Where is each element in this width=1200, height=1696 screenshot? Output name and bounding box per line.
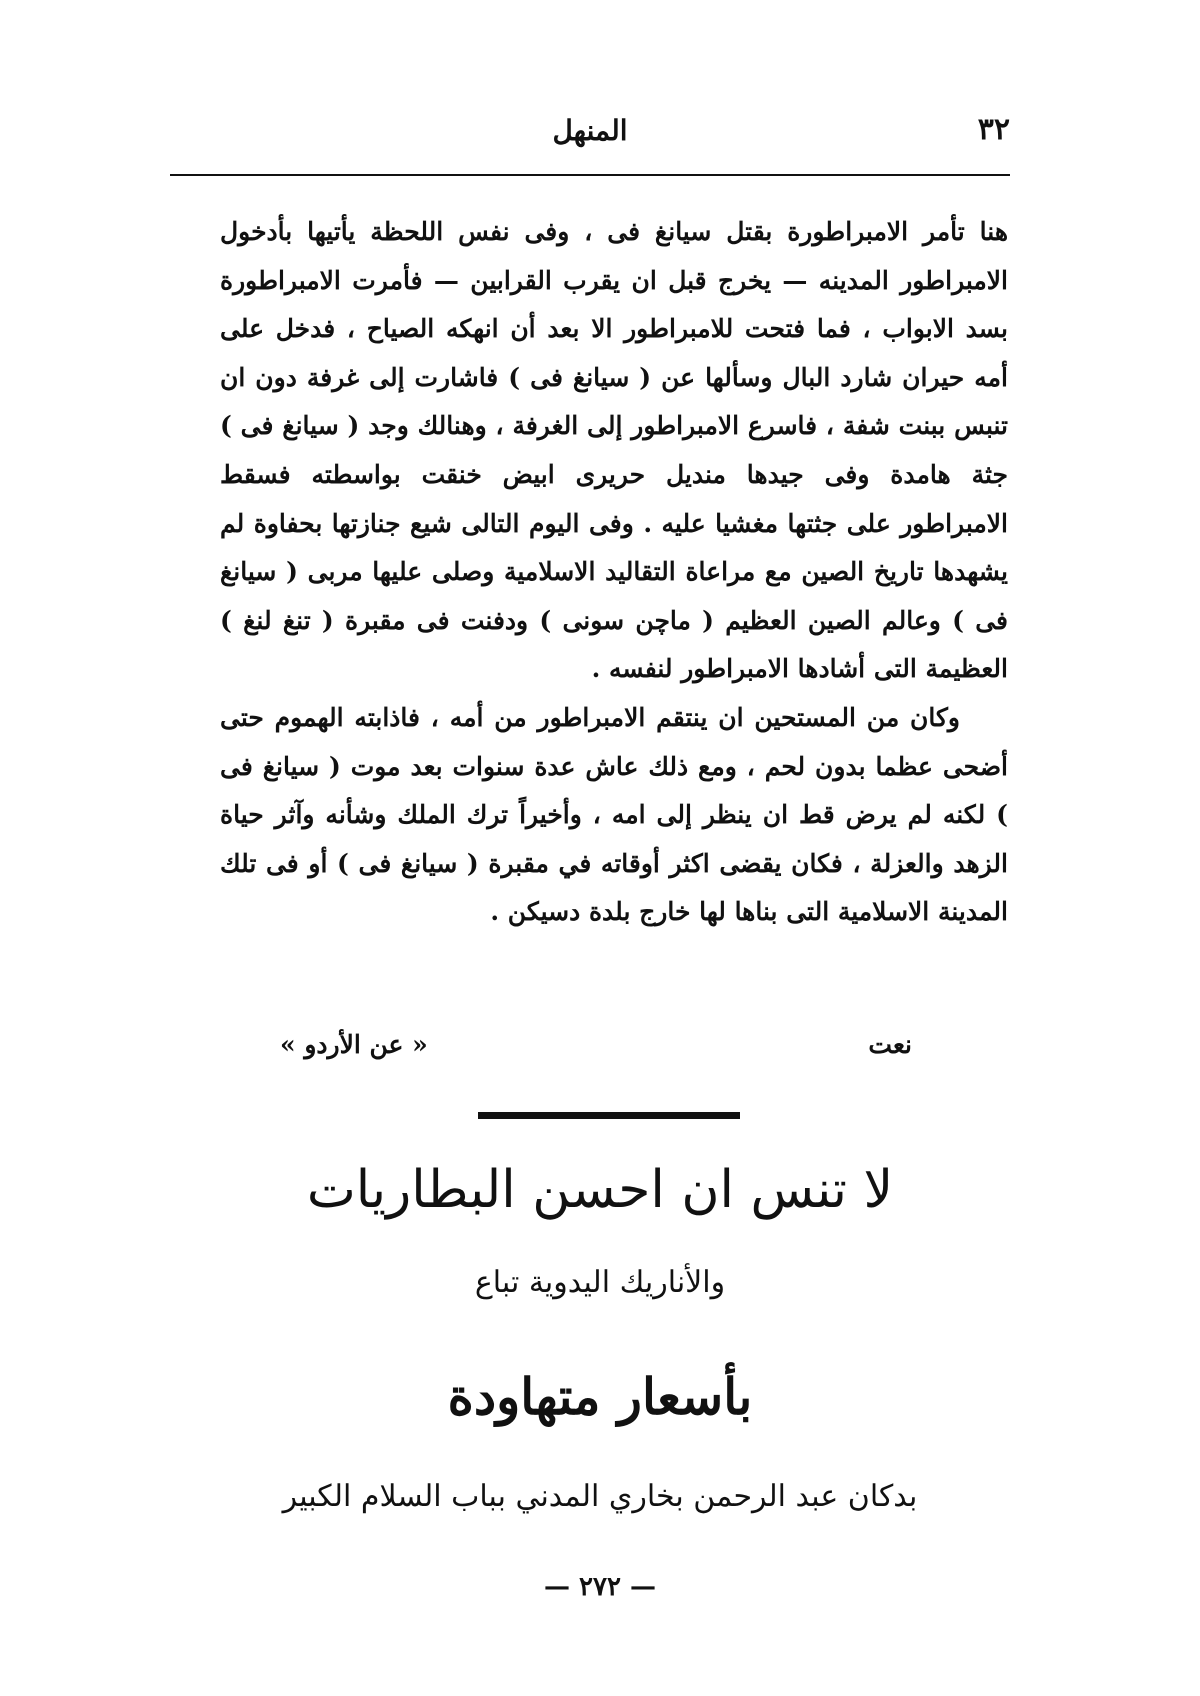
- running-head: [170, 108, 1010, 158]
- ad-price-line: بأسعار متهاودة: [447, 1367, 753, 1426]
- advertisement-rule: [478, 1112, 740, 1119]
- page-number-top: ٣٢: [977, 112, 1010, 147]
- article-paragraph: وكان من المستحين ان ينتقم الامبراطور من أمه ، فاذابته الهموم حتى أضحى عظما بدون لحم ، ومع ذلك عاش عدة سنوات بعد موت ( سيانغ فى ) لكنه لم يرض قط ان ينظر إلى امه ، وأخيراً ترك الملك وشأنه وآثر حياة الزهد والعزلة ، فكان يقضى اكثر أوقاته في مقبرة ( سيانغ فى ) أو فى تلك المدينة الاسلامية التى بناها لها خارج بلدة دسيكن .: [220, 702, 1008, 927]
- ad-address: بدكان عبد الرحمن بخاري المدني بباب السلام الكبير: [282, 1479, 918, 1514]
- translator-mark: نعت: [868, 1030, 912, 1059]
- header-rule: [170, 174, 1010, 176]
- article-body: [220, 208, 1008, 937]
- page-number-footer: — ٢٧٢ —: [543, 1572, 657, 1602]
- article-credits: [220, 1030, 1008, 1074]
- article-paragraph: هنا تأمر الامبراطورة بقتل سيانغ فى ، وفى نفس اللحظة يأتيها بأدخول الامبراطور المدينه — يخرج قبل ان يقرب القرابين — فأمرت الامبراطورة بسد الابواب ، فما فتحت للامبراطور الا بعد أن انهكه الصياح ، فدخل على أمه حيران شارد البال وسألها عن ( سيانغ فى ) فاشارت إلى غرفة دون ان تنبس ببنت شفة ، فاسرع الامبراطور إلى الغرفة ، وهنالك وجد ( سيانغ فى ) جثة هامدة وفى جيدها منديل حريرى ابيض خنقت بواسطته فسقط الامبراطور على جثتها مغشيا عليه . وفى اليوم التالى شيع جنازتها بحفاوة لم يشهدها تاريخ الصين مع مراعاة التقاليد الاسلامية وصلى عليها مربى ( سيانغ فى ) وعالم الصين العظيم ( ماچن سونى ) ودفنت فى مقبرة ( تنغ لنغ ) العظيمة التى أشادها الامبراطور لنفسه .: [220, 217, 1008, 684]
- source-note: « عن الأردو »: [280, 1030, 428, 1059]
- ad-subline: والأناريك اليدوية تباع: [474, 1265, 726, 1300]
- journal-name: المنهل: [552, 114, 628, 147]
- ad-headline: لا تنس ان احسن البطاريات: [306, 1160, 894, 1220]
